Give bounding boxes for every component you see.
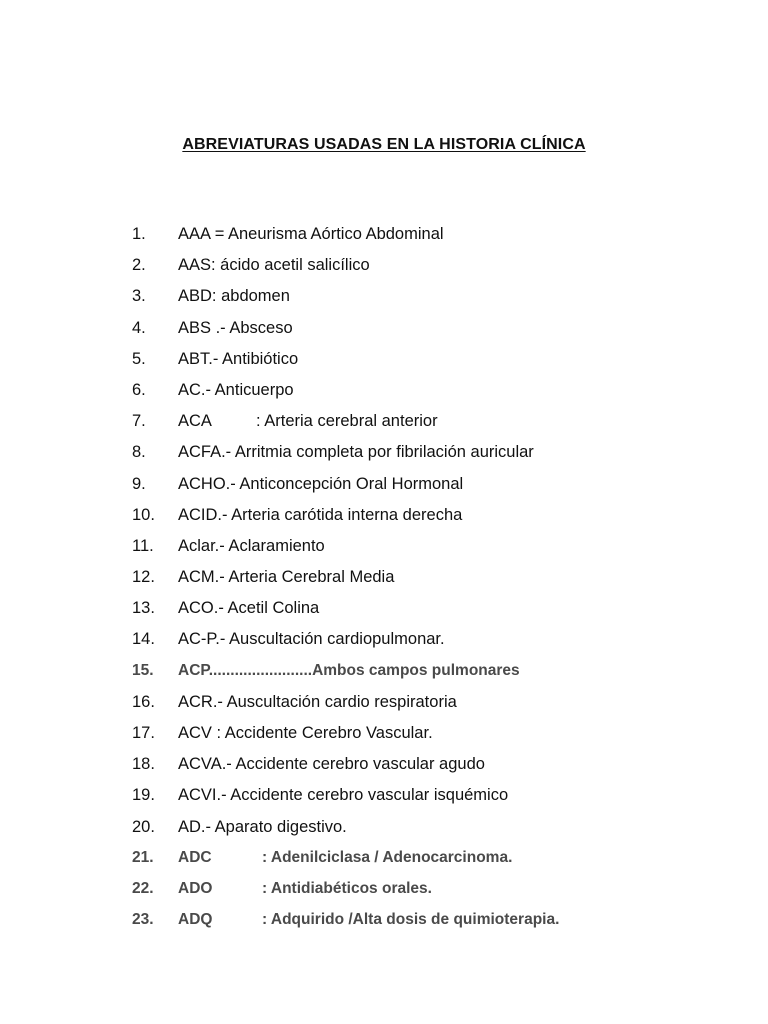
document-title: ABREVIATURAS USADAS EN LA HISTORIA CLÍNICA (182, 136, 586, 153)
item-number: 20. (132, 817, 155, 836)
item-text: ABT.- Antibiótico (178, 349, 299, 368)
list-item (132, 783, 732, 814)
item-text: ACID.- Arteria carótida interna derecha (178, 505, 463, 524)
item-text: AC.- Anticuerpo (178, 380, 294, 399)
item-text: : Arteria cerebral anterior (256, 412, 438, 431)
list-item (132, 752, 732, 783)
item-text: ACO.- Acetil Colina (178, 599, 320, 618)
item-number: 4. (132, 318, 146, 337)
item-number: 17. (132, 724, 155, 742)
list-item (132, 690, 732, 721)
item-number: 19. (132, 786, 155, 805)
list-item (132, 316, 732, 347)
item-text: ACR.- Auscultación cardio respiratoria (178, 692, 457, 711)
list-item (132, 596, 732, 627)
item-number: 21. (132, 848, 154, 866)
item-number: 22. (132, 879, 154, 897)
list-item (132, 721, 732, 752)
item-text: AC-P.- Auscultación cardiopulmonar. (178, 630, 445, 649)
item-number: 16. (132, 692, 155, 711)
list-item (132, 347, 732, 378)
item-abbreviation: ADC (178, 848, 212, 866)
item-text: ACV : Accidente Cerebro Vascular. (178, 724, 433, 742)
item-number: 15. (132, 661, 154, 679)
item-text: ABS .- Absceso (178, 318, 293, 337)
item-text: ABD: abdomen (178, 287, 290, 306)
list-item (132, 659, 732, 690)
item-number: 11. (132, 536, 154, 555)
item-text: : Adquirido /Alta dosis de quimioterapia. (262, 911, 560, 929)
item-text: : Adenilciclasa / Adenocarcinoma. (262, 848, 513, 866)
item-abbreviation: ADO (178, 879, 213, 897)
item-abbreviation: ACA (178, 412, 212, 431)
item-number: 2. (132, 256, 146, 275)
list-item (132, 565, 732, 596)
item-text: AAA = Aneurisma Aórtico Abdominal (178, 225, 444, 243)
item-number: 14. (132, 630, 155, 649)
item-text: : Antidiabéticos orales. (262, 879, 432, 897)
list-item (132, 284, 732, 315)
item-number: 5. (132, 349, 146, 368)
list-item (132, 877, 732, 908)
item-text: ACFA.- Arritmia completa por fibrilación auricular (178, 443, 534, 462)
item-number: 10. (132, 505, 155, 524)
list-item (132, 627, 732, 658)
list-item (132, 440, 732, 471)
abbreviation-list (132, 222, 732, 939)
list-item (132, 253, 732, 284)
item-number: 6. (132, 380, 146, 399)
item-number: 1. (132, 225, 146, 243)
list-item (132, 534, 732, 565)
list-item (132, 846, 732, 877)
item-number: 3. (132, 287, 146, 306)
list-item (132, 222, 732, 253)
item-text: ACM.- Arteria Cerebral Media (178, 568, 395, 587)
list-item (132, 472, 732, 503)
item-text: ACVI.- Accidente cerebro vascular isquémico (178, 786, 509, 805)
list-item (132, 908, 732, 939)
list-item (132, 409, 732, 440)
item-number: 9. (132, 474, 146, 493)
item-text: AAS: ácido acetil salicílico (178, 256, 370, 275)
item-number: 7. (132, 412, 146, 431)
item-text: Aclar.- Aclaramiento (178, 536, 325, 555)
item-number: 18. (132, 755, 155, 774)
list-item (132, 815, 732, 846)
item-number: 12. (132, 568, 155, 587)
item-text: ACVA.- Accidente cerebro vascular agudo (178, 755, 485, 774)
item-number: 23. (132, 911, 154, 929)
list-item (132, 503, 732, 534)
item-number: 8. (132, 443, 146, 462)
list-item (132, 378, 732, 409)
item-text: ACHO.- Anticoncepción Oral Hormonal (178, 474, 464, 493)
item-text: AD.- Aparato digestivo. (178, 817, 347, 836)
item-abbreviation: ADQ (178, 911, 213, 929)
item-text: ACP........................Ambos campos pulmonares (178, 661, 520, 679)
item-number: 13. (132, 599, 155, 618)
